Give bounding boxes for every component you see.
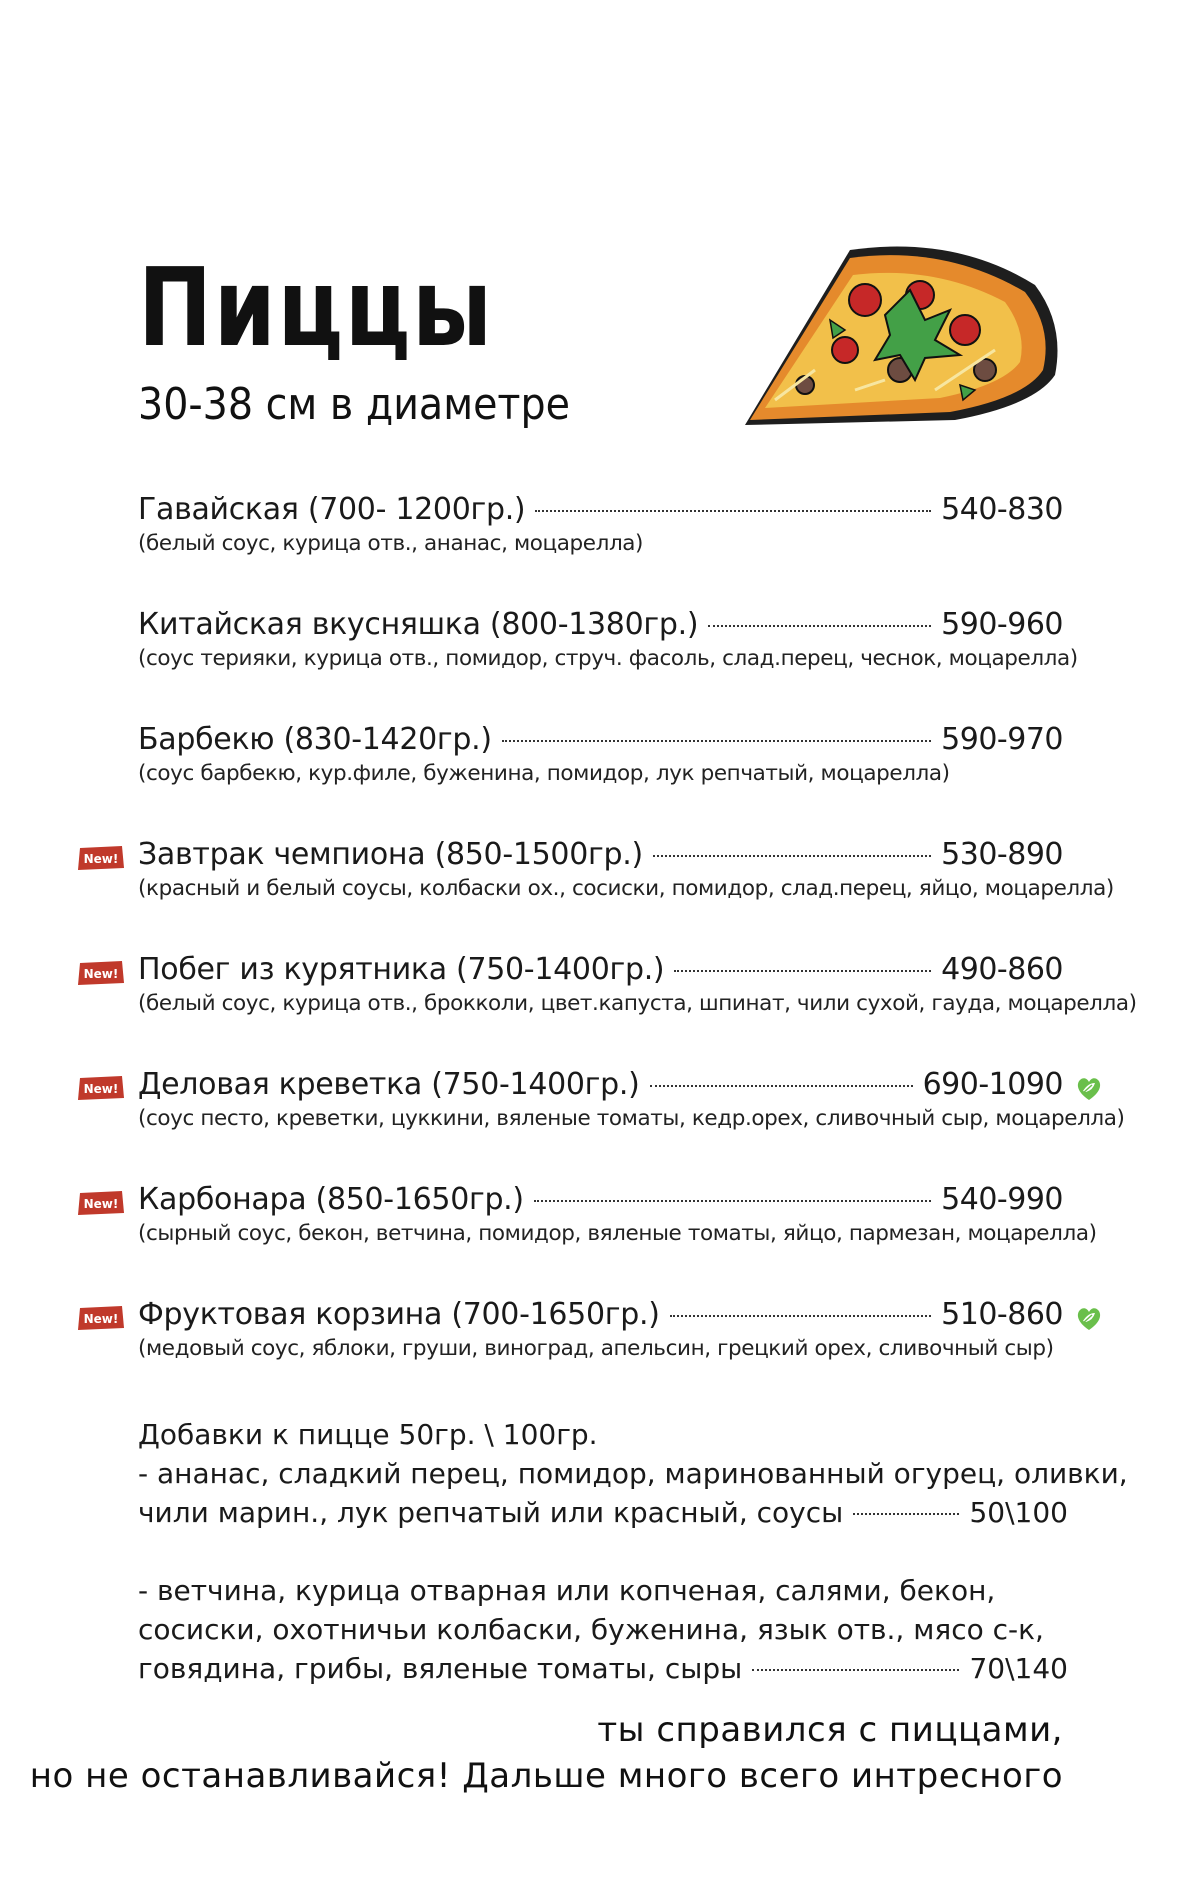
menu-item-fruit-basket	[0, 1295, 1200, 1395]
svg-text:New!: New!	[83, 967, 119, 981]
item-name: Деловая креветка (750-1400гр.)	[138, 1067, 640, 1102]
dot-leader	[534, 1200, 931, 1202]
page-title: Пиццы	[138, 246, 494, 371]
new-badge	[76, 1190, 126, 1216]
item-price: 690-1090	[922, 1067, 1063, 1102]
leaf-heart-icon	[1074, 1073, 1104, 1103]
item-name: Гавайская (700- 1200гр.)	[138, 492, 526, 527]
item-description: (красный и белый соусы, колбаски ох., сосиски, помидор, слад.перец, яйцо, моцарелла)	[138, 876, 1114, 901]
addons-group-meats	[138, 1571, 1068, 1688]
addons-group-vegetables	[138, 1454, 1128, 1532]
menu-item-coop-escape	[0, 950, 1200, 1050]
item-description: (белый соус, курица отв., брокколи, цвет.капуста, шпинат, чили сухой, гауда, моцарелла)	[138, 991, 1137, 1016]
addons-line: чили марин., лук репчатый или красный, соусы	[138, 1496, 844, 1529]
new-badge	[76, 845, 126, 871]
item-price: 530-890	[941, 837, 1063, 872]
new-badge	[76, 1305, 126, 1331]
footer-line: но не останавливайся! Дальше много всего интресного	[29, 1756, 1063, 1796]
svg-text:New!: New!	[83, 852, 119, 866]
item-price: 590-960	[941, 607, 1063, 642]
item-name: Барбекю (830-1420гр.)	[138, 722, 492, 757]
item-description: (соус терияки, курица отв., помидор, струч. фасоль, слад.перец, чеснок, моцарелла)	[138, 646, 1078, 671]
footer-message	[30, 1707, 1063, 1799]
addons-price: 70\140	[969, 1652, 1068, 1685]
menu-item-shrimp	[0, 1065, 1200, 1165]
item-description: (сырный соус, бекон, ветчина, помидор, вяленые томаты, яйцо, пармезан, моцарелла)	[138, 1221, 1097, 1246]
menu-item-carbonara	[0, 1180, 1200, 1280]
dot-leader	[502, 740, 931, 742]
item-name: Фруктовая корзина (700-1650гр.)	[138, 1297, 660, 1332]
item-description: (соус песто, креветки, цуккини, вяленые томаты, кедр.орех, сливочный сыр, моцарелла)	[138, 1106, 1125, 1131]
addons-line: сосиски, охотничьи колбаски, буженина, язык отв., мясо с-к,	[138, 1613, 1044, 1646]
menu-item-hawaiian	[0, 490, 1200, 590]
dot-leader	[853, 1513, 959, 1515]
item-name: Завтрак чемпиона (850-1500гр.)	[138, 837, 643, 872]
page-subtitle: 30-38 см в диаметре	[138, 379, 571, 430]
item-description: (соус барбекю, кур.филе, буженина, помидор, лук репчатый, моцарелла)	[138, 761, 950, 786]
svg-text:New!: New!	[83, 1197, 119, 1211]
dot-leader	[674, 970, 931, 972]
item-price: 590-970	[941, 722, 1063, 757]
addons-line: - ананас, сладкий перец, помидор, маринованный огурец, оливки,	[138, 1457, 1128, 1490]
pizza-slice-icon	[735, 230, 1065, 430]
dot-leader	[708, 625, 931, 627]
addons-price: 50\100	[969, 1496, 1068, 1529]
item-description: (медовый соус, яблоки, груши, виноград, апельсин, грецкий орех, сливочный сыр)	[138, 1336, 1054, 1361]
menu-item-bbq	[0, 720, 1200, 820]
dot-leader	[535, 510, 931, 512]
pizza-addons-section	[138, 1415, 1128, 1688]
leaf-heart-icon	[1074, 1303, 1104, 1333]
addons-title: Добавки к пицце 50гр. \ 100гр.	[138, 1418, 598, 1451]
new-badge	[76, 1075, 126, 1101]
item-name: Побег из курятника (750-1400гр.)	[138, 952, 665, 987]
addons-line: - ветчина, курица отварная или копченая, салями, бекон,	[138, 1574, 996, 1607]
item-price: 540-830	[941, 492, 1063, 527]
addons-line: говядина, грибы, вяленые томаты, сыры	[138, 1652, 743, 1685]
menu-item-chinese	[0, 605, 1200, 705]
menu-item-breakfast	[0, 835, 1200, 935]
dot-leader	[670, 1315, 932, 1317]
svg-text:New!: New!	[83, 1082, 119, 1096]
new-badge	[76, 960, 126, 986]
item-name: Китайская вкусняшка (800-1380гр.)	[138, 607, 699, 642]
item-name: Карбонара (850-1650гр.)	[138, 1182, 524, 1217]
dot-leader	[650, 1085, 913, 1087]
item-price: 490-860	[941, 952, 1063, 987]
dot-leader	[752, 1669, 959, 1671]
dot-leader	[653, 855, 931, 857]
item-price: 510-860	[941, 1297, 1063, 1332]
svg-text:New!: New!	[83, 1312, 119, 1326]
item-description: (белый соус, курица отв., ананас, моцарелла)	[138, 531, 644, 556]
item-price: 540-990	[941, 1182, 1063, 1217]
footer-line: ты справился с пиццами,	[597, 1710, 1063, 1750]
